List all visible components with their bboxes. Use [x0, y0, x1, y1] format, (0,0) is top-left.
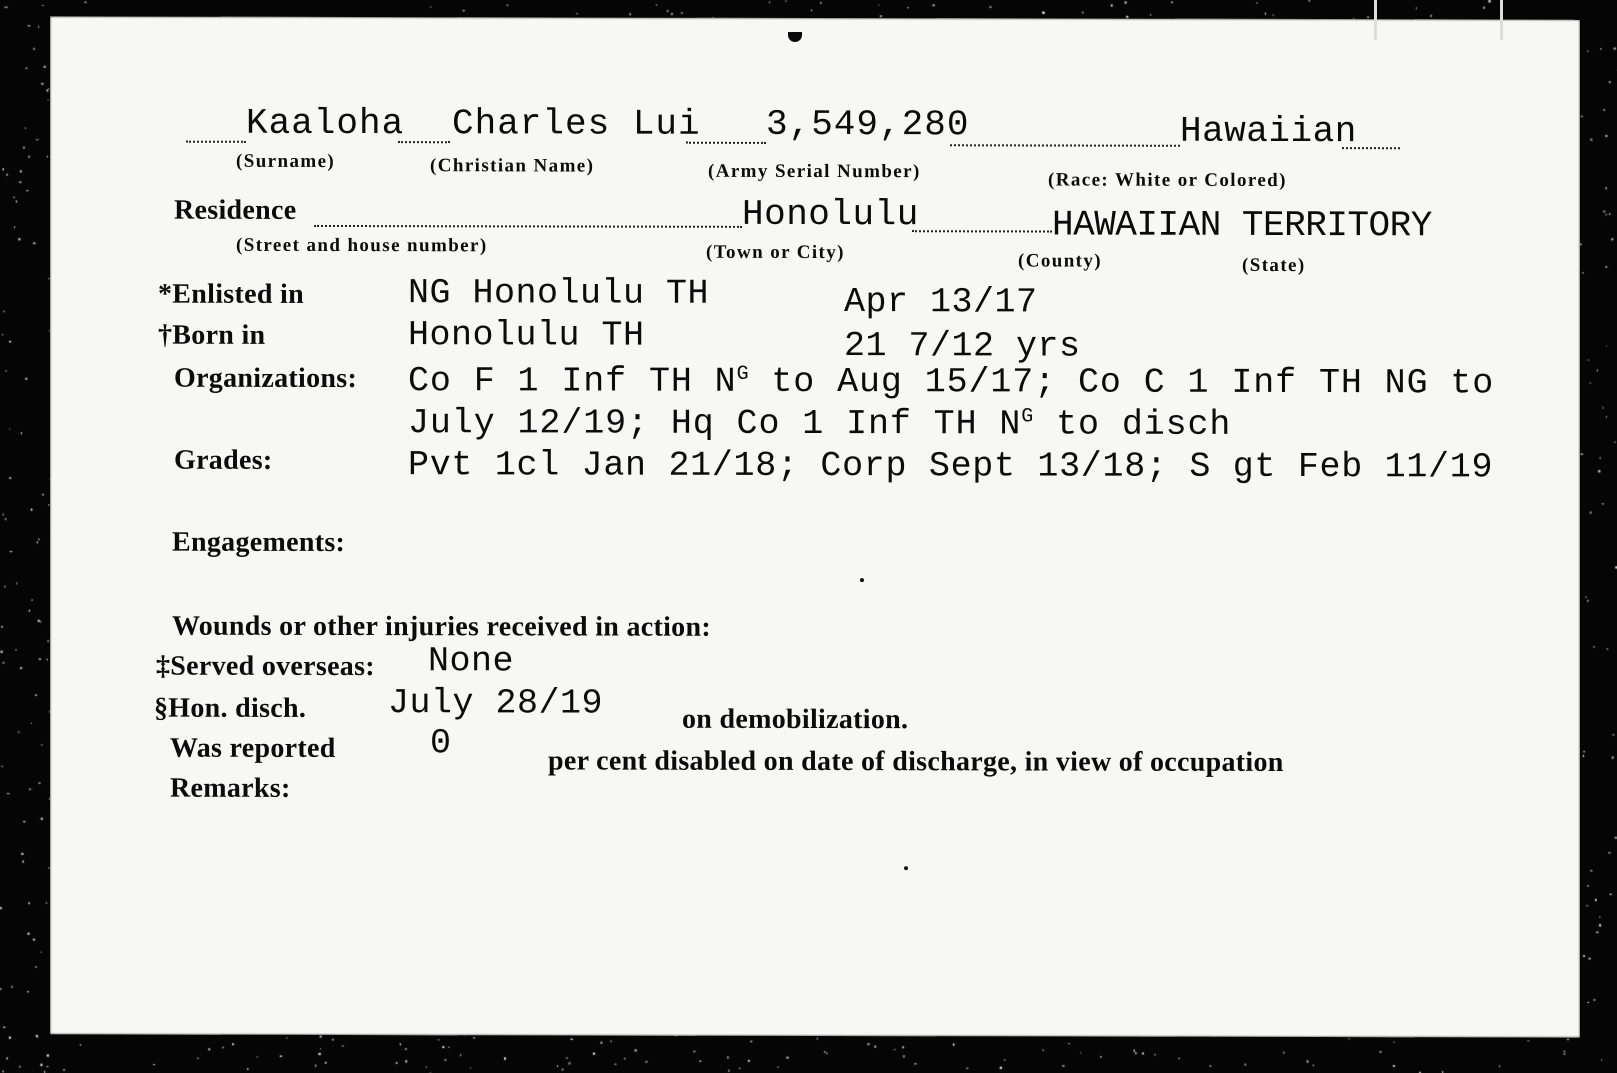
served-overseas-value: None [428, 641, 515, 682]
disability-percent-value: 0 [430, 723, 452, 764]
army-serial-caption: (Army Serial Number) [708, 160, 921, 183]
honorable-discharge-label: §Hon. disch. [154, 692, 307, 724]
state-caption: (State) [1242, 254, 1306, 277]
engagements-label: Engagements: [172, 526, 346, 559]
grades-label: Grades: [174, 444, 273, 476]
service-record-card [50, 16, 1580, 1037]
dotted-leader [912, 230, 1052, 232]
organizations-line-1-b: to Aug 15/17; Co C 1 Inf TH NG to [749, 361, 1495, 404]
organizations-line-2-a: July 12/19; Hq Co 1 Inf TH N [408, 403, 1022, 445]
dotted-leader [186, 141, 246, 143]
film-mark [1500, 0, 1503, 40]
wounds-label: Wounds or other injuries received in action: [172, 610, 711, 643]
discharge-reason: on demobilization. [682, 703, 909, 736]
town-value: Honolulu [742, 193, 919, 236]
dotted-leader [686, 142, 766, 144]
surname-value: Kaaloha [246, 102, 405, 145]
enlisted-label: *Enlisted in [158, 278, 304, 310]
organizations-label: Organizations: [174, 362, 358, 395]
served-overseas-label: ‡Served overseas: [156, 650, 375, 683]
disability-text: per cent disabled on date of discharge, in view of occupation [548, 745, 1284, 778]
organizations-line-2-sup: G [1021, 405, 1035, 429]
organizations-line-2 [408, 403, 1231, 445]
town-caption: (Town or City) [706, 241, 845, 264]
born-age-value: 21 7/12 yrs [844, 326, 1081, 367]
grades-value: Pvt 1cl Jan 21/18; Corp Sept 13/18; S gt Feb 11/19 [408, 445, 1494, 488]
discharge-date-value: July 28/19 [388, 683, 604, 724]
christian-name-value: Charles Lui [452, 103, 701, 145]
race-caption: (Race: White or Colored) [1048, 169, 1287, 191]
dotted-leader [398, 141, 450, 143]
organizations-line-1 [408, 361, 1494, 403]
ink-speck [860, 578, 864, 582]
ink-speck [904, 866, 908, 870]
race-value: Hawaiian [1180, 110, 1357, 153]
christian-name-caption: (Christian Name) [430, 155, 595, 177]
army-serial-number-value: 3,549,280 [766, 103, 970, 146]
county-caption: (County) [1018, 250, 1103, 272]
born-label: †Born in [158, 319, 266, 351]
street-caption: (Street and house number) [236, 234, 488, 257]
organizations-line-1-sup: G [736, 362, 750, 386]
organizations-line-1-a: Co F 1 Inf TH N [408, 361, 737, 402]
enlisted-date-value: Apr 13/17 [844, 282, 1038, 323]
dotted-leader [314, 225, 742, 228]
film-mark [1374, 0, 1377, 40]
state-value: HAWAIIAN TERRITORY [1052, 204, 1432, 247]
remarks-label: Remarks: [170, 772, 291, 804]
born-place-value: Honolulu TH [408, 315, 645, 356]
dotted-leader [950, 144, 1180, 146]
enlisted-place-value: NG Honolulu TH [408, 273, 710, 314]
dotted-leader [1342, 147, 1400, 149]
organizations-line-2-b: to disch [1034, 404, 1232, 445]
surname-caption: (Surname) [236, 150, 336, 172]
was-reported-label: Was reported [170, 732, 336, 764]
residence-label: Residence [174, 194, 297, 226]
